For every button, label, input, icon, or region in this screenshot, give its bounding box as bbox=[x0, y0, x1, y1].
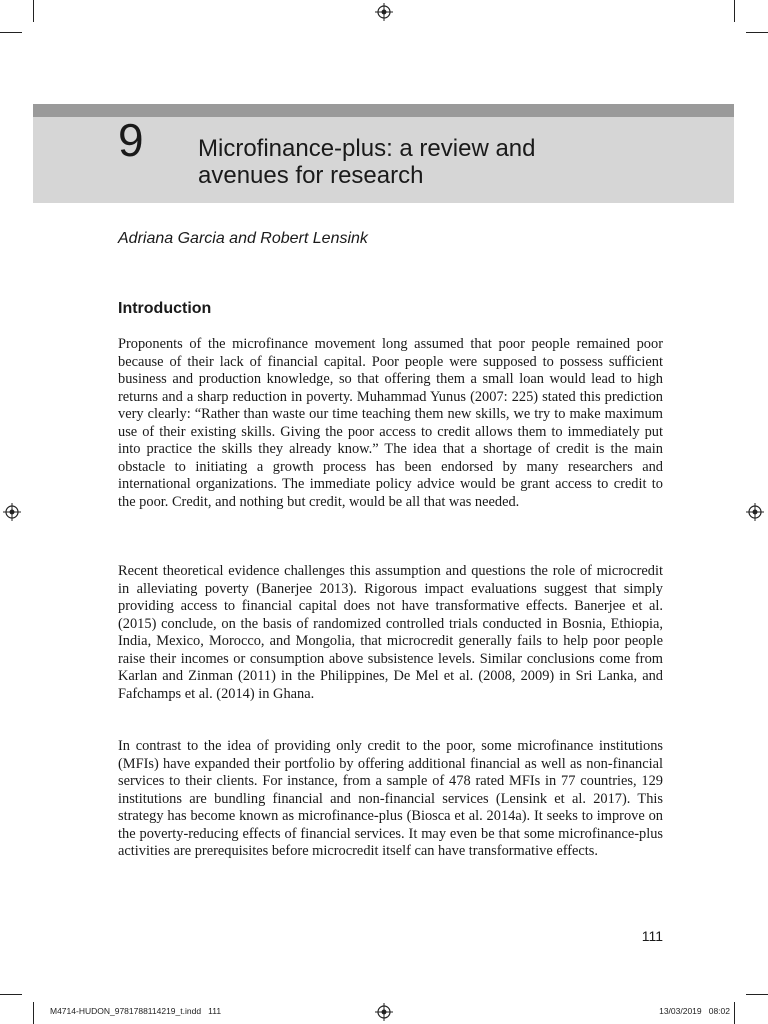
crop-mark-bottom-left-v bbox=[33, 1002, 34, 1024]
chapter-title-line-1: Microfinance-plus: a review and bbox=[198, 135, 536, 162]
crop-mark-bottom-right-v bbox=[734, 1002, 735, 1024]
section-heading: Introduction bbox=[118, 300, 212, 317]
crop-mark-bottom-right-h bbox=[746, 994, 768, 995]
crop-mark-top-right-v bbox=[734, 0, 735, 22]
crop-mark-top-left-v bbox=[33, 0, 34, 22]
registration-mark-icon bbox=[746, 503, 764, 521]
body-paragraph: Proponents of the microfinance movement long assumed that poor people remained poor because of their lack of financial capital. Poor people were supposed to possess sufficient business and production knowledge, so that offering them a small loan would lead to high returns and a sharp reduction in poverty. Muhammad Yunus (2007: 225) stated this prediction very clearly: “Rather than waste our time teaching them new skills, we try to make maximum use of their existing skills. Giving the poor access to credit allows them to immediately put into practice the skills they already know.” The idea that a shortage of credit is the main obstacle to initiating a growth process has been endorsed by many researchers and international organizations. The immediate policy advice would be grant access to credit to the poor. Credit, and nothing but credit, would be all that was needed. bbox=[118, 336, 663, 510]
print-slug-file: M4714-HUDON_9781788114219_t.indd 111 bbox=[50, 1006, 222, 1016]
crop-mark-top-left-h bbox=[0, 32, 22, 33]
body-paragraph: In contrast to the idea of providing only credit to the poor, some microfinance institutions (MFIs) have expanded their portfolio by offering additional financial as well as non-financial services to their clients. For instance, from a sample of 478 rated MFIs in 77 countries, 129 institutions are bundling financial and non-financial services (Lensink et al. 2017). This strategy has become known as microfinance-plus (Biosca et al. 2014a). It seeks to improve on the poverty-reducing effects of financial services. It may even be that some microfinance-plus activities are prerequisites before microcredit itself can have transformative effects. bbox=[118, 738, 663, 859]
chapter-authors: Adriana Garcia and Robert Lensink bbox=[118, 230, 368, 247]
crop-mark-bottom-left-h bbox=[0, 994, 22, 995]
registration-mark-icon bbox=[375, 3, 393, 21]
body-paragraph: Recent theoretical evidence challenges this assumption and questions the role of microcredit in alleviating poverty (Banerjee 2013). Rigorous impact evaluations suggest that simply providing access to financial capital does not have transformative effects. Banerjee et al. (2015) conclude, on the basis of randomized controlled trials conducted in Bosnia, Ethiopia, India, Mexico, Morocco, and Mongolia, that microcredit generally fails to help poor people raise their incomes or consumption above subsistence levels. Similar conclusions come from Karlan and Zinman (2011) in the Philippines, De Mel et al. (2008, 2009) in Sri Lanka, and Fafchamps et al. (2014) in Ghana. bbox=[118, 563, 663, 702]
registration-mark-icon bbox=[3, 503, 21, 521]
crop-mark-top-right-h bbox=[746, 32, 768, 33]
chapter-title bbox=[198, 135, 638, 189]
chapter-title-line-2: avenues for research bbox=[198, 162, 424, 189]
page-number: 111 bbox=[641, 928, 663, 944]
chapter-number: 9 bbox=[118, 114, 144, 166]
print-slug-date: 13/03/2019 08:02 bbox=[659, 1006, 730, 1016]
registration-mark-icon bbox=[375, 1003, 393, 1021]
